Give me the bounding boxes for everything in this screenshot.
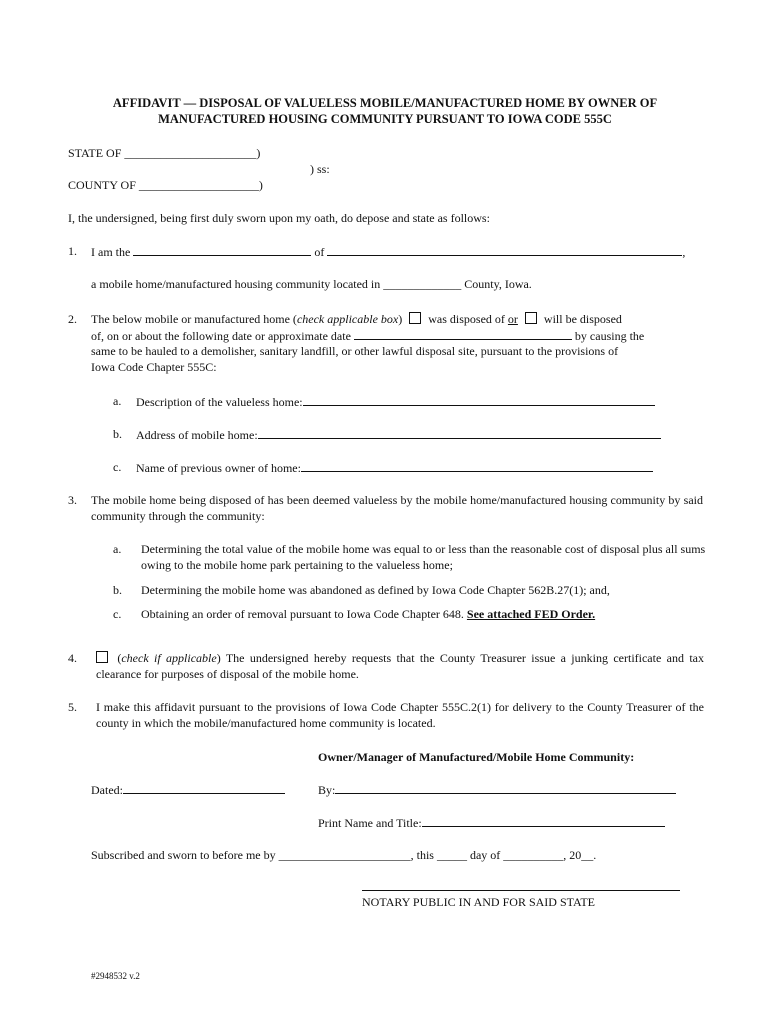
item-2-line-3: same to be hauled to a demolisher, sanitary landfill, or other lawful disposal site, pursuant to the provisions of: [91, 344, 619, 358]
item-2b-letter: b.: [113, 427, 122, 441]
by-label: By:: [318, 783, 336, 797]
disposed-checkbox[interactable]: [409, 312, 421, 324]
address-label: Address of mobile home:: [136, 428, 258, 442]
notary-label: NOTARY PUBLIC IN AND FOR SAID STATE: [362, 895, 595, 909]
previous-owner-label: Name of previous owner of home:: [136, 461, 301, 475]
item-3b-letter: b.: [113, 583, 122, 597]
item-2-text-b: ): [398, 312, 403, 326]
item-2b: [136, 426, 661, 443]
ss-label: ) ss:: [310, 162, 330, 176]
item-2-text-a: The below mobile or manufactured home (: [91, 312, 297, 326]
county-of-label: COUNTY OF ____________________): [68, 178, 263, 192]
description-label: Description of the valueless home:: [136, 395, 303, 409]
item-3c: [141, 606, 595, 622]
description-field[interactable]: [303, 393, 655, 406]
item-4-text: (check if applicable) The undersigned hereby requests that the County Treasurer issue a junking certificate and tax clearance for purposes of disposal of the mobile home.: [96, 651, 704, 681]
item-2-line-2-a: of, on or about the following date or approximate date: [91, 329, 351, 343]
item-5-text: I make this affidavit pursuant to the provisions of Iowa Code Chapter 555C.2(1) for delivery to the County Treasurer of the county in which the mobile/manufactured home community is located.: [96, 700, 704, 730]
by-row: [318, 781, 676, 798]
name-field[interactable]: [133, 243, 311, 256]
junking-certificate-checkbox[interactable]: [96, 651, 108, 663]
print-name-field[interactable]: [422, 814, 665, 827]
item-2-disposed: was disposed of: [428, 312, 505, 326]
item-1-am-the: I am the: [91, 245, 131, 259]
item-2-will-be: will be disposed: [543, 312, 622, 326]
item-3a-letter: a.: [113, 542, 122, 556]
item-2a-letter: a.: [113, 394, 122, 408]
print-name-label: Print Name and Title:: [318, 816, 422, 830]
subscribed-sworn-line: Subscribed and sworn to before me by ______________________, this _____ day of __________, 20__.: [91, 848, 597, 862]
item-2-or: or: [507, 312, 518, 326]
item-4-body: ) The undersigned hereby requests that the County Treasurer issue a junking certificate and tax clearance for purposes of disposal of the mobile home.: [96, 651, 704, 681]
dated-label: Dated:: [91, 783, 123, 797]
notary-signature-line[interactable]: [362, 878, 680, 891]
document-title: [60, 95, 710, 127]
item-3a-text: Determining the total value of the mobile home was equal to or less than the reasonable cost of disposal plus all sums owing to the mobile home park pertaining to the valueless home;: [141, 542, 706, 572]
title-line-2: MANUFACTURED HOUSING COMMUNITY PURSUANT TO IOWA CODE 555C: [158, 112, 612, 126]
item-5-number: 5.: [68, 700, 77, 714]
item-1-number: 1.: [68, 244, 77, 258]
item-3c-letter: c.: [113, 607, 122, 621]
item-1-line-1: [91, 243, 685, 260]
item-3-text: The mobile home being disposed of has been deemed valueless by the mobile home/manufactured housing community by said community through the community:: [91, 493, 703, 523]
address-field[interactable]: [258, 426, 661, 439]
item-2-number: 2.: [68, 312, 77, 326]
owner-manager-heading: Owner/Manager of Manufactured/Mobile Home Community:: [318, 750, 635, 764]
item-2-line-4: Iowa Code Chapter 555C:: [91, 360, 217, 374]
disposal-date-field[interactable]: [354, 327, 572, 340]
item-4-number: 4.: [68, 651, 77, 665]
item-1-of: of: [314, 245, 325, 259]
item-2c-letter: c.: [113, 460, 122, 474]
item-2c: [136, 459, 653, 476]
community-name-field[interactable]: [327, 243, 682, 256]
item-2-check-italic: check applicable box: [296, 312, 399, 326]
item-2a: [136, 393, 655, 410]
item-4-italic: check if applicable: [121, 651, 217, 665]
intro-statement: I, the undersigned, being first duly sworn upon my oath, do depose and state as follows:: [68, 211, 490, 225]
item-1-line-2: a mobile home/manufactured housing community located in _____________ County, Iowa.: [91, 277, 532, 291]
item-2-line-2-b: by causing the: [574, 329, 645, 343]
item-3-number: 3.: [68, 493, 77, 507]
will-be-disposed-checkbox[interactable]: [525, 312, 537, 324]
document-code: #2948532 v.2: [91, 971, 140, 981]
previous-owner-field[interactable]: [301, 459, 653, 472]
title-line-1: AFFIDAVIT — DISPOSAL OF VALUELESS MOBILE/MANUFACTURED HOME BY OWNER OF: [112, 96, 658, 110]
signature-field[interactable]: [335, 781, 676, 794]
item-3c-text: Obtaining an order of removal pursuant to Iowa Code Chapter 648.: [141, 607, 464, 621]
fed-order-note: See attached FED Order.: [466, 607, 596, 621]
item-1-comma: ,: [682, 245, 686, 259]
dated-field[interactable]: [123, 781, 285, 794]
item-2-line-1: [91, 311, 622, 327]
item-2-line-2: [91, 327, 644, 344]
state-of-label: STATE OF ______________________): [68, 146, 261, 160]
print-name-row: [318, 814, 665, 831]
dated-row: [91, 781, 285, 798]
item-3b-text: Determining the mobile home was abandoned as defined by Iowa Code Chapter 562B.27(1); and,: [141, 583, 610, 597]
